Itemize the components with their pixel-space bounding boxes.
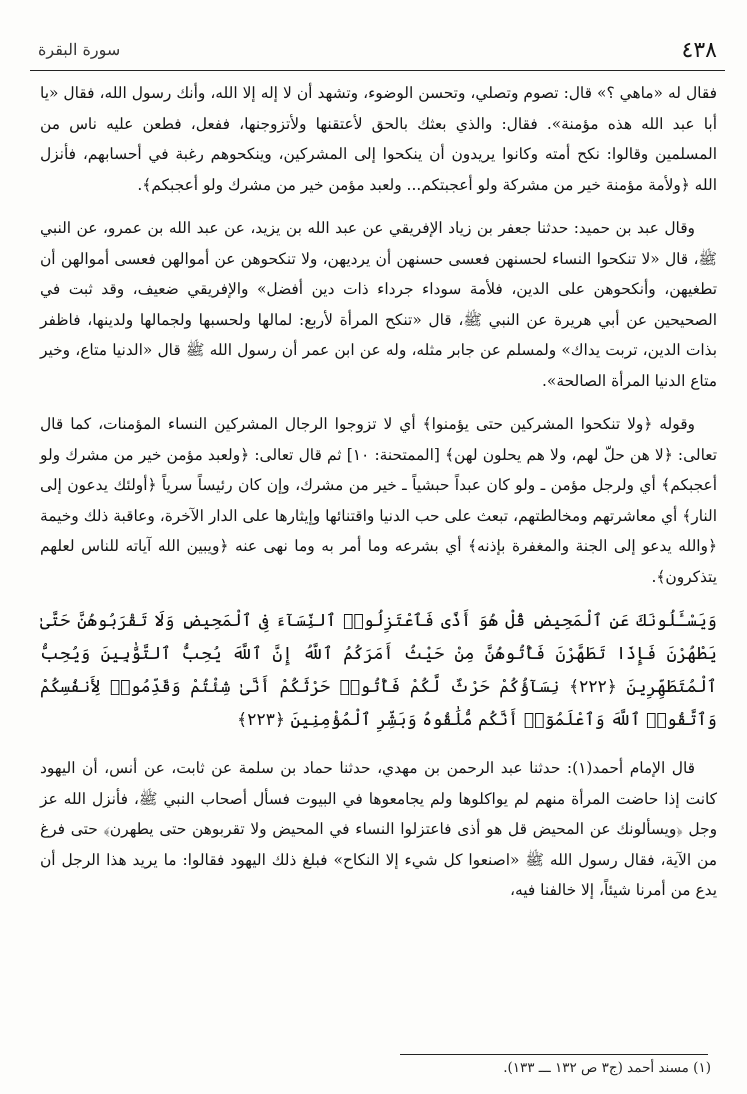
paragraph: فقال له «ماهي ؟» قال: تصوم وتصلي، وتحسن الوضوء، وتشهد أن لا إله إلا الله، وأنك رسول الله، فقال «يا أبا عبد الله هذه مؤمنة». فقال: والذي بعثك بالحق لأعتقنها ولأتزوجنها، ففعل، فطعن عليه ناس من المسلمين وقالوا: نكح أمته وكانوا يريدون أن ينكحوا إلى المشركين، وينكحوهم رغبة في أحسابهم، فأنزل الله ﴿ولأمة مؤمنة خير من مشركة ولو أعجبتكم... ولعبد مؤمن خير من مشرك ولو أعجبكم﴾. xyxy=(40,84,717,194)
surah-name: سورة البقرة xyxy=(38,40,121,59)
paragraph: قال الإمام أحمد(١): حدثنا عبد الرحمن بن مهدي، حدثنا حماد بن سلمة عن ثابت، عن أنس، أن اليهود كانت إذا حاضت المرأة منهم لم يواكلوها ولم يجامعوها في البيوت فسأل أصحاب النبي ﷺ، فأنزل الله عز وجل ﴿ويسألونك عن المحيض قل هو أذى فاعتزلوا النساء في المحيض ولا تقربوهن حتى يطهرن﴾ حتى فرغ من الآية، فقال رسول الله ﷺ «اصنعوا كل شيء إلا النكاح» فبلغ ذلك اليهود فقالوا: ما يريد هذا الرجل أن يدع من أمرنا شيئاً، إلا خالفنا فيه، xyxy=(40,759,717,899)
quran-verse-block: وَيَسْـَٔلُونَكَ عَنِ ٱلْمَحِيضِ قُلْ هُوَ أَذًى فَٱعْتَزِلُوا۟ ٱلنِّسَآءَ فِى ٱلْمَحِيضِ وَلَا تَقْرَبُوهُنَّ حَتَّىٰ يَطْهُرْنَ فَإِذَا تَطَهَّرْنَ فَأْتُوهُنَّ مِنْ حَيْثُ أَمَرَكُمُ ٱللَّهُ إِنَّ ٱللَّهَ يُحِبُّ ٱلتَّوَّٰبِينَ وَيُحِبُّ ٱلْمُتَطَهِّرِينَ ﴿٢٢٢﴾ نِسَآؤُكُمْ حَرْثٌ لَّكُمْ فَأْتُوا۟ حَرْثَكُمْ أَنَّىٰ شِئْتُمْ وَقَدِّمُوا۟ لِأَنفُسِكُمْ وَٱتَّقُوا۟ ٱللَّهَ وَٱعْلَمُوٓا۟ أَنَّكُم مُّلَٰقُوهُ وَبَشِّرِ ٱلْمُؤْمِنِينَ ﴿٢٢٣﴾ xyxy=(40,611,717,730)
footnote: (١) مسند أحمد (ج٣ ص ١٣٢ ـــ ١٣٣). xyxy=(503,1060,711,1076)
paragraph: وقال عبد بن حميد: حدثنا جعفر بن زياد الإفريقي عن عبد الله بن يزيد، عن عبد الله بن عمرو، عن النبي ﷺ، قال «لا تنكحوا النساء لحسنهن فعسى حسنهن أن يرديهن، ولا تنكحوهن عن أموالهن فعسى أموالهن أن تطغيهن، وأنكحوهن على الدين، فلأمة سوداء جرداء ذات دين أفضل» والإفريقي ضعيف، وقد ثبت في الصحيحين عن أبي هريرة عن النبي ﷺ، قال «تنكح المرأة لأربع: لمالها ولحسبها ولجمالها ولدينها، فاظفر بذات الدين، تربت يداك» ولمسلم عن جابر مثله، وله عن ابن عمر أن رسول الله ﷺ قال «الدنيا متاع، وخير متاع الدنيا المرأة الصالحة». xyxy=(40,219,717,390)
page-number: ٤٣٨ xyxy=(681,38,717,63)
paragraph: وقوله ﴿ولا تنكحوا المشركين حتى يؤمنوا﴾ أي لا تزوجوا الرجال المشركين النساء المؤمنات، كما قال تعالى: ﴿لا هن حلّ لهم، ولا هم يحلون لهن﴾ [الممتحنة: ١٠] ثم قال تعالى: ﴿ولعبد مؤمن خير من مشرك ولو أعجبكم﴾ أي ولرجل مؤمن ـ ولو كان عبداً حبشياً ـ خير من مشرك، وإن كان رئيساً سرياً ﴿أولئك يدعون إلى النار﴾ أي معاشرتهم ومخالطتهم، تبعث على حب الدنيا واقتنائها وإيثارها على الدار الآخرة، وعاقبة ذلك وخيمة ﴿والله يدعو إلى الجنة والمغفرة بإذنه﴾ أي بشرعه وما أمر به وما نهى عنه ﴿ويبين الله آياته للناس لعلهم يتذكرون﴾. xyxy=(40,415,717,586)
footnote-divider xyxy=(400,1054,708,1055)
page-body xyxy=(40,78,717,919)
header-divider xyxy=(30,70,725,71)
page-header xyxy=(30,36,725,70)
